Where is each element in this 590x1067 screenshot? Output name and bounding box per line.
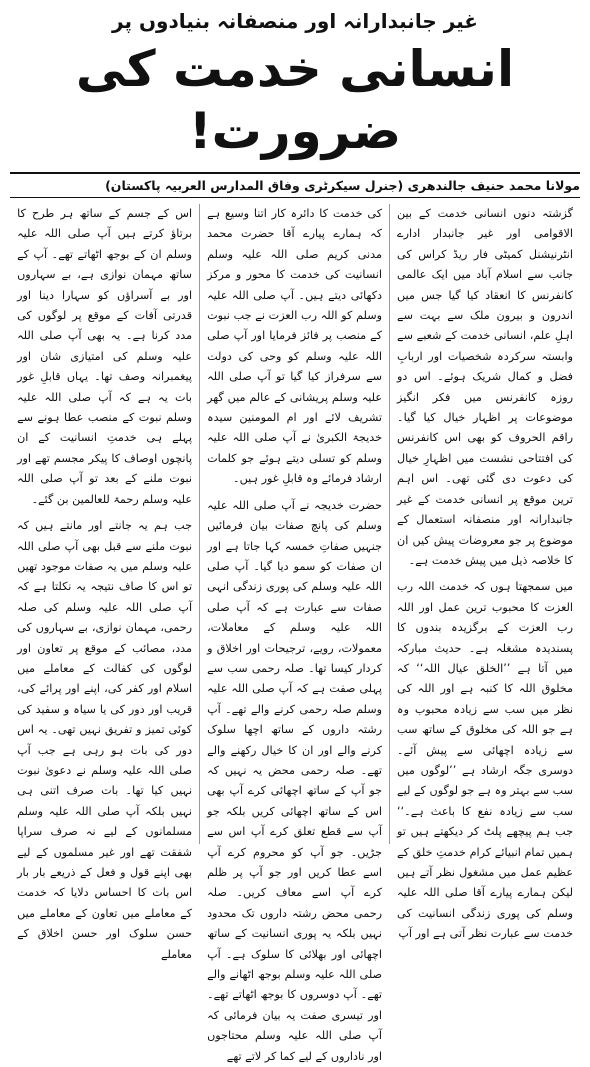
byline-row (10, 172, 580, 198)
article-columns (10, 204, 580, 1063)
column-3-paragraph-2: جب ہم یہ جانتے اور مانتے ہیں کہ نبوت ملنے سے قبل بھی آپ صلی اللہ علیہ وسلم میں یہ صفات موجود تھیں تو اس کا صاف نتیجہ یہ نکلتا ہے کہ آپ صلی اللہ علیہ وسلم کی صلہ رحمی، مہمان نوازی، بے سہاروں کی مدد، مصائب کے موقع پر تعاون اور لوگوں کی کفالت کے معاملے میں اسلام اور کفر کی، اپنے اور پرائے کی، قریب اور دور کی یا سیاہ و سفید کی کوئی تمیز و تفریق نہیں تھی۔ یہ اس دور کی بات ہو رہی ہے جب آپ صلی اللہ علیہ وسلم نے دعویٰ نبوت نہیں کیا تھا۔ بات صرف اتنی ہی نہیں بلکہ آپ صلی اللہ علیہ وسلم مسلمانوں کے لیے نہ صرف سراپا شفقت تھے اور غیر مسلموں کے لیے بھی اپنے قول و فعل کے ذریعے بار بار اس بات کا احساس دلایا کہ خدمت کے معاملے میں تعاون کے معاملے میں حسن سلوک اور حسن اخلاق کے معاملے (17, 519, 193, 961)
article-column-middle (200, 204, 390, 1063)
article-column-right (390, 204, 580, 941)
article-headline: انسانی خدمت کی ضرورت! (75, 40, 515, 160)
column-2-paragraph-1: کی خدمت کا دائرہ کار اتنا وسیع ہے کہ ہمارے پیارے آقا حضرت محمد مدنی کریم صلی اللہ علیہ وسلم انسانیت کی خدمت کا محور و مرکز دکھائی دیتے ہیں۔ آپ صلی اللہ علیہ وسلم کو اللہ رب العزت نے جب نبوت کے منصب پر فائز فرمایا اور آپ صلی اللہ علیہ وسلم کو وحی کی دولت سے سرفراز کیا گیا تو آپ صلی اللہ علیہ وسلم پریشانی کے عالم میں گھر تشریف لائے اور ام المومنین سیدہ خدیجۃ الکبریٰ نے آپ صلی اللہ علیہ وسلم کو تسلی دیتے ہوئے جو کلمات ارشاد فرمائے وہ قابلِ غور ہیں۔ (207, 207, 383, 486)
article-column-left (10, 204, 200, 961)
column-2-paragraph-2: حضرت خدیجہ نے آپ صلی اللہ علیہ وسلم کی پانچ صفات بیان فرمائیں جنہیں صفاتِ خمسہ کہا جاتا ہے اور ان صفات کو سمو دیا گیا۔ آپ صلی اللہ علیہ وسلم کی پوری زندگی انہی صفات سے عبارت ہے کہ آپ صلی اللہ علیہ وسلم کے معاملات، معمولات، رویے، ترجیحات اور اخلاق و کردار کیسا تھا۔ صلہ رحمی سب سے پہلی صفت ہے کہ آپ صلی اللہ علیہ وسلم صلہ رحمی کرنے والے تھے۔ آپ رشتہ داروں کے ساتھ اچھا سلوک کرنے والے اور ان کا خیال رکھنے والے تھے۔ صلہ رحمی محض یہ نہیں کہ جو آپ کے ساتھ اچھائی کرے آپ بھی اس کے ساتھ اچھائی کریں بلکہ جو آپ سے قطع تعلق کرے آپ اس سے جڑیں۔ جو آپ کو محروم کرے آپ اسے عطا کریں اور جو آپ پر ظلم کرے آپ اسے معاف کریں۔ صلہ رحمی محض رشتہ داروں تک محدود نہیں بلکہ یہ پوری انسانیت کے ساتھ اچھائی اور بھلائی کا سلوک ہے۔ آپ صلی اللہ علیہ وسلم بوجھ اٹھانے والے تھے۔ آپ دوسروں کا بوجھ اٹھاتے تھے۔ اور تیسری صفت یہ بیان فرمائی کہ آپ صلی اللہ علیہ وسلم محتاجوں اور ناداروں کے لیے کما کر لاتے تھے (207, 498, 383, 1063)
column-1-paragraph-1: گزشتہ دنوں انسانی خدمت کے بین الاقوامی اور غیر جانبدار ادارے انٹرنیشنل کمیٹی فار ریڈ کراس کی جانب سے اسلام آباد میں ایک عالمی کانفرنس کا انعقاد کیا گیا جس میں اندرون و بیرون ملک سے بہت سے اہلِ علم، انسانی خدمت کے شعبے سے وابستہ سرکردہ شخصیات اور اربابِ فضل و کمال شریک ہوئے۔ اس دو روزہ کانفرنس میں فکر انگیز موضوعات پر اظہار خیال کیا گیا۔ راقم الحروف کو بھی اس کانفرنس کی افتتاحی نشست میں اظہارِ خیال کی دعوت دی گئی تھی۔ اس اہم ترین موقع پر انسانی خدمت کے غیر جانبدارانہ اور منصفانہ استعمال کے موضوع پر جو معروضات پیش کیں ان کا خلاصہ ذیل میں پیش خدمت ہے۔ (397, 207, 573, 567)
article-byline: مولانا محمد حنیف جالندھری (جنرل سیکرٹری وفاق المدارس العربیہ پاکستان) (105, 178, 580, 193)
article-kicker: غیر جانبدارانہ اور منصفانہ بنیادوں پر (112, 9, 478, 33)
column-1-paragraph-2: میں سمجھتا ہوں کہ خدمت اللہ رب العزت کا محبوب ترین عمل اور اللہ رب العزت کے برگزیدہ بندوں کا پسندیدہ مشغلہ ہے۔ حدیث مبارکہ میں آتا ہے ’’الخلق عیال اللہ‘‘ کہ مخلوق اللہ کا کنبہ ہے اور اللہ کی نظر میں سب سے زیادہ محبوب وہ ہے جو اللہ کی مخلوق کے ساتھ سب سے زیادہ اچھائی سے پیش آئے۔ دوسری جگہ ارشاد ہے ’’لوگوں میں سب سے بہتر وہ ہے جو لوگوں کے لیے سب سے زیادہ نفع کا باعث ہے۔‘‘ جب ہم پیچھے پلٹ کر دیکھتے ہیں تو ہمیں تمام انبیائے کرام خدمتِ خلق کے عظیم عمل میں مشغول نظر آتے ہیں لیکن ہمارے پیارے آقا صلی اللہ علیہ وسلم کی پوری زندگی انسانیت کی خدمت سے عبارت نظر آتی ہے اور آپ (397, 580, 573, 941)
column-3-paragraph-1: اس کے جسم کے ساتھ ہر طرح کا برتاؤ کرتے ہیں آپ صلی اللہ علیہ وسلم ان کے بوجھ اٹھاتے تھے۔ آپ کے ساتھ مہمان نوازی ہے، بے سہاروں اور بے آسراؤں کو سہارا دینا اور قدرتی آفات کے موقع پر لوگوں کی مدد کرنا ہے۔ یہ بھی آپ صلی اللہ علیہ وسلم کی امتیازی شان اور پیغمبرانہ وصف تھا۔ یہاں قابلِ غور بات یہ ہے کہ آپ صلی اللہ علیہ وسلم نبوت کے منصب عطا ہونے سے پہلے ہی خدمتِ انسانیت کے ان پانچوں اوصاف کا پیکر مجسم تھے اور نبوت ملنے کے بعد تو آپ صلی اللہ علیہ وسلم رحمۃ للعالمین بن گئے۔ (17, 207, 193, 506)
